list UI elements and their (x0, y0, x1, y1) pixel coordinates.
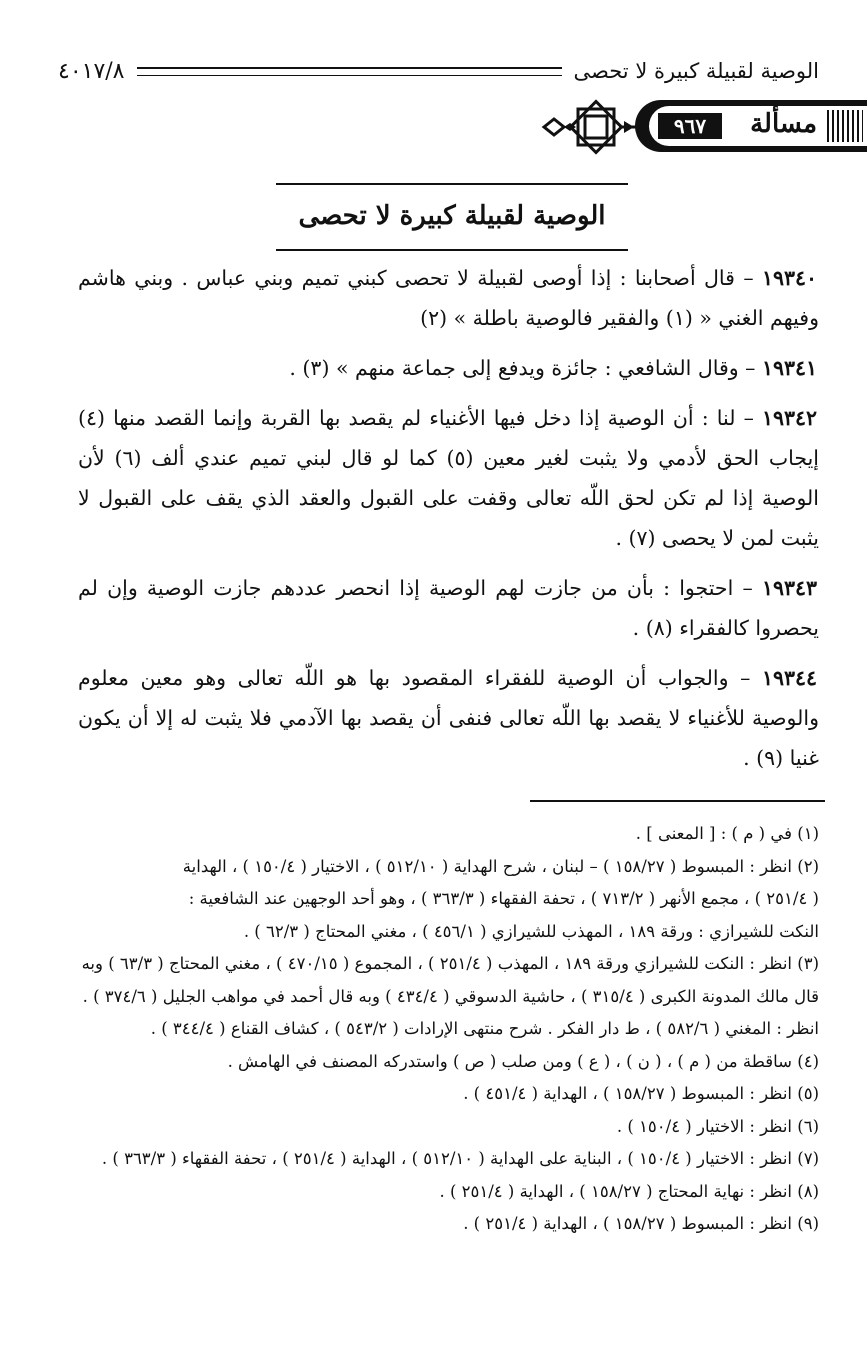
footnote-divider (530, 800, 825, 802)
running-header (58, 52, 819, 90)
ornament-icon (540, 97, 650, 157)
footnotes (78, 818, 819, 1241)
section-title: الوصية لقبيلة كبيرة لا تحصى (276, 183, 628, 251)
footnote: النكت للشيرازي : ورقة ١٨٩ ، المهذب للشيرازي ( ٤٥٦/١ ) ، مغني المحتاج ( ٦٢/٣ ) . (243, 921, 819, 941)
footnote: (٦) انظر : الاختيار ( ١٥٠/٤ ) . (616, 1116, 819, 1136)
paragraph-number: ١٩٣٤٠ (761, 266, 817, 290)
footnote: انظر : المغني ( ٥٨٢/٦ ) ، ط دار الفكر . شرح منتهى الإرادات ( ٥٤٣/٢ ) ، كشاف القناع ( ٣٤٤/٤ ) . (150, 1019, 819, 1038)
footnote: (٥) انظر : المبسوط ( ١٥٨/٢٧ ) ، الهداية ( ٤٥١/٤ ) . (463, 1084, 819, 1103)
footnote: (٩) انظر : المبسوط ( ١٥٨/٢٧ ) ، الهداية ( ٢٥١/٤ ) . (463, 1214, 819, 1233)
masala-banner (540, 97, 867, 157)
page-number: ٤٠١٧/٨ (58, 58, 125, 84)
footnote: (٨) انظر : نهاية المحتاج ( ١٥٨/٢٧ ) ، الهداية ( ٢٥١/٤ ) . (439, 1181, 819, 1201)
paragraph-text: – قال أصحابنا : إذا أوصى لقبيلة لا تحصى كبني تميم وبني عباس . وبني هاشم وفيهم الغني « (١) والفقير فالوصية باطلة » (٢) (78, 266, 819, 330)
paragraph-text: – احتجوا : بأن من جازت لهم الوصية إذا انحصر عددهم جازت الوصية وإن لم يحصروا كالفقراء (٨) . (78, 576, 819, 640)
paragraph (78, 568, 819, 648)
paragraph (78, 658, 819, 778)
body-text (78, 258, 819, 788)
paragraph (78, 398, 819, 558)
footnote: (٢) انظر : المبسوط ( ١٥٨/٢٧ ) – لبنان ، شرح الهداية ( ٥١٢/١٠ ) ، الاختيار ( ١٥٠/٤ ) ، الهداية (182, 856, 819, 876)
masala-label: مسألة (750, 109, 817, 139)
paragraph (78, 258, 819, 338)
masala-number: ٩٦٧ (658, 113, 722, 139)
paragraph-text: – والجواب أن الوصية للفقراء المقصود بها هو اللّه تعالى وهو معين معلوم والوصية للأغنياء لا يقصد بها اللّه تعالى فنفى أن يقصد بها الآدمي فلا يثبت له إلا أن يكون غنيا (٩) . (78, 666, 819, 770)
footnote: (٣) انظر : النكت للشيرازي ورقة ١٨٩ ، المهذب ( ٢٥١/٤ ) ، المجموع ( ٤٧٠/١٥ ) ، مغني المحتاج ( ٦٣/٣ ) وبه (81, 954, 819, 973)
paragraph-text: – لنا : أن الوصية إذا دخل فيها الأغنياء لم يقصد بها القربة وإنما القصد منها (٤) إيجاب الحق لأدمي ولا يثبت لغير معين (٥) كما لو قال لبني تميم عندي ألف (٦) لأن الوصية إذا لم تكن لحق اللّه تعالى وقفت على القبول والعقد الذي يقف على القبول لا يثبت لمن لا يحصى (٧) . (78, 406, 820, 550)
paragraph (78, 348, 819, 388)
footnote: ( ٢٥١/٤ ) ، مجمع الأنهر ( ٧١٣/٢ ) ، تحفة الفقهاء ( ٣٦٣/٣ ) ، وهو أحد الوجهين عند الشافعية : (188, 889, 819, 908)
header-rule (137, 67, 562, 76)
footnote: (١) في ( م ) : [ المعنى ] . (635, 824, 819, 843)
paragraph-number: ١٩٣٤١ (761, 356, 817, 380)
footnote: (٧) انظر : الاختيار ( ١٥٠/٤ ) ، البناية على الهداية ( ٥١٢/١٠ ) ، الهداية ( ٢٥١/٤ ) ، تحفة الفقهاء ( ٣٦٣/٣ ) . (101, 1149, 819, 1168)
paragraph-number: ١٩٣٤٣ (761, 576, 817, 600)
running-title: الوصية لقبيلة كبيرة لا تحصى (573, 59, 819, 83)
paragraph-text: – وقال الشافعي : جائزة ويدفع إلى جماعة منهم » (٣) . (289, 356, 762, 380)
paragraph-number: ١٩٣٤٤ (761, 666, 817, 690)
paragraph-number: ١٩٣٤٢ (761, 406, 817, 430)
footnote: (٤) ساقطة من ( م ) ، ( ن ) ، ( ع ) ومن صلب ( ص ) واستدركه المصنف في الهامش . (227, 1051, 819, 1071)
footnote: قال مالك المدونة الكبرى ( ٣١٥/٤ ) ، حاشية الدسوقي ( ٤٣٤/٤ ) وبه قال أحمد في مواهب الجليل ( ٣٧٤/٦ ) . (82, 986, 819, 1006)
banner-stripes (827, 110, 863, 142)
